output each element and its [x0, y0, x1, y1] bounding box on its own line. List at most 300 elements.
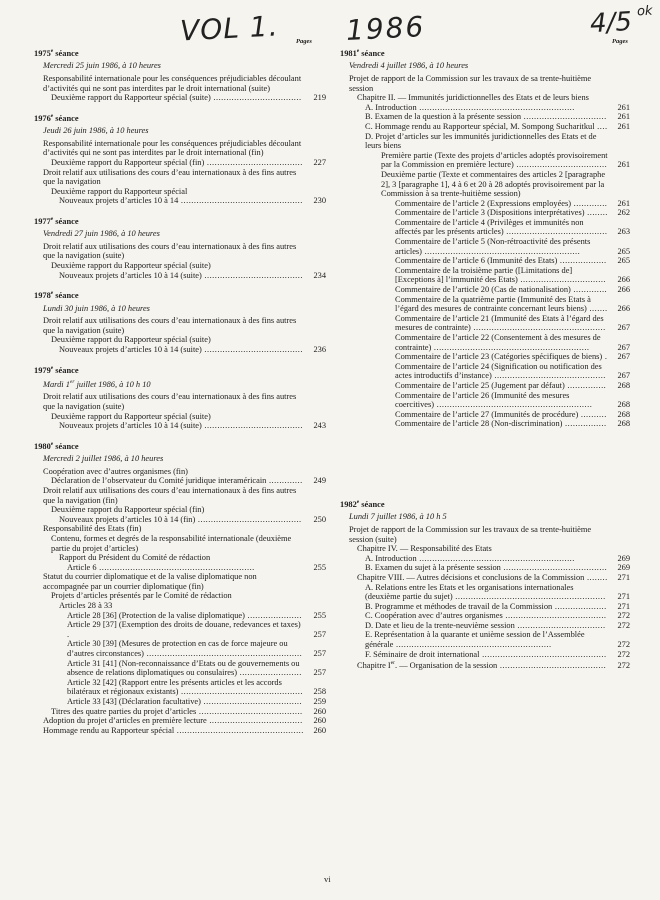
toc-entry-text [365, 630, 608, 649]
toc-entry-text [51, 534, 304, 553]
toc-entry [340, 554, 630, 564]
toc-page-number: 261 [617, 198, 630, 208]
toc-entry-text [365, 112, 608, 122]
toc-entry-label: Deuxième partie (Texte et commentaires des articles 2 [paragraphe 2], 3 [paragraphe 1], 4 à 6 et 20 à 28 adoptés provisoirement par la Commission à sa trente-huitième session) [381, 169, 606, 199]
leader-dots: ............. [266, 476, 303, 486]
session-date-text: Vendredi 4 juillet 1986, à 10 heures [349, 61, 469, 71]
toc-entry-text [43, 242, 304, 261]
toc-entry [340, 151, 630, 170]
toc-entry-text [51, 476, 304, 486]
session-title [34, 364, 326, 375]
toc-entry-text [395, 285, 608, 295]
toc-entry [34, 412, 326, 422]
session-number-suffix: e [50, 215, 54, 222]
toc-entry [340, 630, 630, 649]
toc-entry [340, 122, 630, 132]
toc-page-number: 269 [617, 563, 630, 573]
toc-entry-label-sup: er [390, 660, 396, 667]
toc-entry-label: E. Représentation à la quarante et unième session de l’Assemblée générale [365, 630, 585, 650]
toc-entry-text [381, 151, 608, 170]
toc-entry [34, 196, 326, 206]
toc-page-number: 259 [313, 697, 326, 707]
leader-dots: ........................................... [491, 371, 606, 381]
session-block [34, 47, 326, 103]
toc-page-number: 250 [313, 514, 326, 524]
toc-entry [340, 256, 630, 266]
toc-entry [34, 421, 326, 431]
toc-entry-text [43, 392, 304, 411]
toc-page-number: 260 [313, 716, 326, 726]
session-number-suffix: e [356, 48, 360, 54]
toc-page-number: 266 [617, 285, 630, 295]
toc-entry [340, 650, 630, 660]
toc-entry [340, 381, 630, 391]
toc-entry [34, 316, 326, 335]
toc-entry [340, 621, 630, 631]
toc-entry-label: B. Programme et méthodes de travail de la Commission [365, 601, 553, 611]
session-number-suffix: e [50, 48, 54, 54]
leader-dots: .................................. [514, 620, 606, 630]
toc-entry-label: Commentaire de la quatrième partie (Immunité des Etats à l’égard des mesures de contrainte concernant leurs biens) [395, 294, 591, 314]
leader-dots: ............................................................ [393, 640, 552, 650]
session-label: séance [53, 113, 79, 123]
toc-entry [34, 242, 326, 261]
pages-header-right: Pages [612, 38, 628, 45]
toc-page-number: 272 [617, 620, 630, 630]
toc-entry-label: Déclaration de l’observateur du Comité juridique interaméricain [51, 476, 267, 486]
toc-entry [34, 486, 326, 505]
toc-entry [34, 572, 326, 591]
toc-entry [34, 563, 326, 573]
toc-entry [34, 601, 326, 611]
toc-entry-label: Commentaire de l’article 20 (Cas de nationalisation) [395, 285, 571, 295]
leader-dots: ........................................ [195, 514, 302, 524]
toc-entry-text [349, 74, 608, 93]
toc-entry [340, 391, 630, 410]
toc-page-number: 272 [617, 649, 630, 659]
toc-entry [34, 515, 326, 525]
toc-entry-label: C. Hommage rendu au Rapporteur spécial, M. Sompong Sucharitkul [365, 121, 595, 131]
toc-entry-text [43, 524, 304, 534]
toc-page-number: 261 [617, 112, 630, 122]
toc-entry-text [365, 650, 608, 660]
toc-entry-text [395, 266, 608, 285]
toc-page-number: 265 [617, 246, 630, 256]
toc-entry-label: Commentaire de l’article 27 (Immunités de procédure) [395, 409, 579, 419]
toc-entry-label: Articles 28 à 33 [59, 601, 113, 611]
toc-entry-label: B. Examen du sujet à la présente session [365, 563, 501, 573]
leader-dots: ................................................. [174, 725, 304, 735]
toc-page-number: 268 [617, 419, 630, 429]
leader-dots: ............................................... [178, 687, 303, 697]
session-number: 1975 [34, 48, 51, 58]
toc-entry-text [395, 381, 608, 391]
leader-dots: ........................ [237, 668, 302, 678]
session-title [340, 498, 630, 509]
handwritten-fraction-note: 4/5 [589, 6, 633, 40]
toc-entry-label: Chapitre II. — Immunités juridictionnelles des Etats et de leurs biens [357, 93, 589, 103]
leader-dots: ............................................................ [421, 246, 581, 256]
toc-entry [34, 271, 326, 281]
toc-entry-text [51, 93, 304, 103]
toc-entry-label: Deuxième rapport du Rapporteur spécial (fin) [51, 505, 205, 515]
toc-entry [34, 678, 326, 697]
toc-entry-text [395, 333, 608, 352]
toc-entry-label: Nouveaux projets d’articles 10 à 14 (suite) [59, 345, 202, 355]
session-title [34, 112, 326, 123]
session-title [34, 289, 326, 300]
toc-entry-label: Article 28 [36] (Protection de la valise diplomatique) [67, 610, 245, 620]
toc-entry-label: Commentaire de l’article 3 (Dispositions interprétatives) [395, 208, 585, 218]
toc-entry-label: B. Examen de la question à la présente session [365, 112, 522, 122]
toc-entry-text [59, 345, 304, 355]
toc-entry [34, 611, 326, 621]
toc-entry-label: Statut du courrier diplomatique et de la valise diplomatique non accompagnée par un courrier diplomatique (fin) [43, 572, 257, 591]
toc-entry-text [43, 168, 304, 187]
toc-entry-text [349, 525, 608, 544]
session-block [34, 215, 326, 280]
session-number-suffix: e [50, 290, 54, 297]
session-date [43, 229, 326, 239]
leader-dots: .......... [578, 409, 607, 419]
toc-entry-label: A. Introduction [365, 102, 417, 112]
toc-entry-label: Commentaire de l’article 28 (Non-discrimination) [395, 419, 563, 429]
toc-entry-text [365, 132, 608, 151]
toc-entry-label: Projet de rapport de la Commission sur les travaux de sa trente-huitième session [349, 73, 592, 93]
toc-entry [34, 726, 326, 736]
toc-entry [340, 218, 630, 237]
toc-page-number: 227 [313, 157, 326, 167]
leader-dots: ...................................... [201, 421, 303, 431]
toc-entry [340, 583, 630, 602]
pages-header-left: Pages [296, 38, 312, 45]
session-date [349, 512, 630, 522]
toc-entry-label: Projet de rapport de la Commission sur les travaux de sa trente-huitième session (suite) [349, 524, 592, 544]
toc-page-number: 236 [313, 345, 326, 355]
toc-entry [34, 505, 326, 515]
session-date-text: Lundi 30 juin 1986, à 10 heures [43, 303, 150, 313]
session-label: séance [53, 48, 79, 58]
session-date [43, 378, 326, 389]
toc-page-number: 262 [617, 208, 630, 218]
toc-entry [34, 476, 326, 486]
toc-page-number: 257 [313, 668, 326, 678]
toc-entry [340, 602, 630, 612]
toc-entry-label: Droit relatif aux utilisations des cours d’eau internationaux à des fins autres que la navigation (suite) [43, 392, 297, 411]
session-date [43, 126, 326, 136]
toc-entry [34, 158, 326, 168]
session-number: 1980 [34, 441, 51, 451]
leader-dots: ............................................................ [96, 562, 255, 572]
toc-entry [340, 266, 630, 285]
toc-entry-label: D. Projet d’articles sur les immunités juridictionnelles des Etats et de leurs biens [365, 131, 597, 151]
toc-entry-text [43, 467, 304, 477]
toc-page-number: 271 [617, 601, 630, 611]
toc-entry-text [365, 103, 608, 113]
session-date [43, 61, 326, 71]
handwritten-check-note: ok [636, 3, 653, 20]
toc-entry-text [365, 583, 608, 602]
session-number: 1979 [34, 365, 51, 375]
toc-entry-label: Droit relatif aux utilisations des cours d’eau internationaux à des fins autres que la navigation [43, 167, 297, 187]
toc-entry-label-rest: . — Organisation de la session [395, 661, 498, 671]
toc-page-number: 266 [617, 275, 630, 285]
session-title [34, 215, 326, 226]
session-block [34, 112, 326, 206]
leader-dots: ..................... [244, 610, 302, 620]
toc-page-number: 263 [617, 227, 630, 237]
leader-dots: .......................................................... [452, 592, 606, 602]
toc-entry [34, 392, 326, 411]
toc-entry [340, 170, 630, 199]
toc-entry [34, 139, 326, 158]
session-date-prefix: Mardi 1 [43, 379, 70, 389]
toc-entry-label: Première partie (Texte des projets d’articles adoptés provisoirement par la Commission en première lecture) [381, 150, 608, 170]
toc-page-number: 255 [313, 562, 326, 572]
toc-entry-label: Article 31 [41] (Non-reconnaissance d’Etats ou de gouvernements ou absence de relations diplomatiques ou consulaires) [67, 658, 300, 678]
toc-entry [34, 707, 326, 717]
toc-entry [340, 74, 630, 93]
toc-entry-text [357, 544, 608, 554]
toc-entry-text [51, 505, 304, 515]
toc-entry-label: D. Date et lieu de la trente-neuvième session [365, 620, 515, 630]
toc-entry-label: A. Introduction [365, 553, 417, 563]
toc-entry [340, 544, 630, 554]
toc-entry-label: Chapitre I [357, 661, 391, 671]
toc-entry [340, 333, 630, 352]
toc-entry-text [51, 412, 304, 422]
toc-entry-label: Commentaire de l’article 26 (Immunité des mesures coercitives) [395, 390, 570, 410]
session-number: 1982 [340, 499, 357, 509]
toc-page-number: 257 [313, 649, 326, 659]
leader-dots: ................ [562, 419, 607, 429]
toc-entry-label: Droit relatif aux utilisations des cours d’eau internationaux à des fins autres que la navigation (suite) [43, 316, 297, 335]
toc-entry-label: Adoption du projet d’articles en première lecture [43, 716, 207, 726]
toc-entry [340, 112, 630, 122]
leader-dots: ................................................ [479, 649, 607, 659]
toc-page-number: 261 [617, 121, 630, 131]
toc-entry [340, 132, 630, 151]
session-date-text: Mercredi 2 juillet 1986, à 10 heures [43, 454, 164, 464]
toc-entry [34, 345, 326, 355]
session-date-text: Vendredi 27 juin 1986, à 10 heures [43, 229, 160, 239]
toc-entry-text [365, 122, 608, 132]
toc-entry-label: Deuxième rapport du Rapporteur spécial (suite) [51, 261, 211, 271]
toc-page-number: 267 [617, 352, 630, 362]
toc-page-number: 267 [617, 342, 630, 352]
toc-entry [340, 285, 630, 295]
leader-dots: ....................................... [503, 227, 608, 237]
leader-dots: .................................. [210, 93, 302, 103]
toc-page-number: 249 [313, 476, 326, 486]
toc-entry [34, 716, 326, 726]
toc-page-number: 267 [617, 323, 630, 333]
toc-page-number: 265 [617, 256, 630, 266]
leader-dots: ............. [571, 198, 608, 208]
toc-entry-text [365, 602, 608, 612]
toc-entry-label: Hommage rendu au Rapporteur spécial [43, 725, 175, 735]
leader-dots: ..................................... [204, 157, 303, 167]
leader-dots: .................................... [206, 716, 303, 726]
toc-entry-text [67, 563, 304, 573]
session-title [34, 440, 326, 451]
toc-entry [340, 103, 630, 113]
leader-dots: ...................................... [200, 697, 303, 707]
leader-dots: ....................................... [502, 611, 607, 621]
leader-dots: ........ [584, 208, 608, 218]
toc-entry-label: Responsabilité internationale pour les conséquences préjudiciables découlant d’activités qui ne sont pas interdites par le droit international (suite) [43, 73, 302, 93]
toc-entry-label: Droit relatif aux utilisations des cours d’eau internationaux à des fins autres que la navigation (suite) [43, 241, 297, 261]
leader-dots: ...................................... [201, 270, 303, 280]
session-label: séance [53, 216, 79, 226]
toc-entry-label: Coopération avec d’autres organismes (fin) [43, 466, 188, 476]
toc-entry-label: Nouveaux projets d’articles 10 à 14 (suite) [59, 270, 202, 280]
toc-entry-text [43, 716, 304, 726]
toc-entry-text [59, 553, 304, 563]
toc-entry [34, 591, 326, 601]
leader-dots: ................................... [513, 160, 608, 170]
session-date [43, 454, 326, 464]
toc-entry-text [357, 659, 608, 670]
session-date-text: Lundi 7 juillet 1986, à 10 h 5 [349, 512, 447, 522]
toc-entry-label: Rapport du Président du Comité de rédaction [59, 553, 211, 563]
toc-entry-label: Commentaire de l’article 6 (Immunité des Etats) [395, 256, 558, 266]
toc-entry [34, 639, 326, 658]
toc-entry-text [395, 419, 608, 429]
toc-entry-text [51, 707, 304, 717]
toc-entry [340, 314, 630, 333]
toc-entry-label: Article 30 [39] (Mesures de protection en cas de force majeure ou d’autres circonstances) [67, 639, 288, 659]
toc-entry-text [67, 611, 304, 621]
leader-dots: ................................. [517, 275, 606, 285]
toc-entry [34, 467, 326, 477]
toc-page-number: 255 [313, 610, 326, 620]
toc-page-number: 272 [617, 640, 630, 650]
toc-entry-text [43, 316, 304, 335]
toc-entry-label: Article 32 [42] (Rapport entre les présents articles et les accords bilatéraux et régionaux existants) [67, 677, 282, 697]
session-date-text: juillet 1986, à 10 h 10 [74, 379, 151, 389]
session-date-text: Jeudi 26 juin 1986, à 10 heures [43, 126, 149, 136]
toc-entry-label: Commentaire de l’article 22 (Consentement à des mesures de contrainte) [395, 333, 601, 352]
toc-page-number: 261 [617, 102, 630, 112]
session-number-suffix: e [50, 440, 54, 447]
toc-entry-text [43, 74, 304, 93]
toc-entry-label: Commentaire de l’article 25 (Jugement par défaut) [395, 380, 565, 390]
toc-entry-text [395, 237, 608, 256]
toc-entry-text [59, 271, 304, 281]
toc-entry-label: Commentaire de l’article 23 (Catégories spécifiques de biens) [395, 352, 603, 362]
toc-entry-text [395, 314, 608, 333]
session-label: séance [359, 499, 385, 509]
toc-page-number: 260 [313, 706, 326, 716]
toc-entry [34, 93, 326, 103]
session-label: séance [53, 291, 79, 301]
leader-dots: ............................................... [178, 196, 303, 206]
toc-entry-text [67, 697, 304, 707]
toc-entry-label: Deuxième rapport du Rapporteur spécial (suite) [51, 411, 211, 421]
toc-entry-label: Titres des quatre parties du projet d’articles [51, 706, 197, 716]
toc-page-number: 272 [617, 611, 630, 621]
session-number: 1976 [34, 113, 51, 123]
session-number: 1978 [34, 291, 51, 301]
toc-entry-text [51, 158, 304, 168]
toc-entry-label: Projets d’articles présentés par le Comité de rédaction [51, 591, 232, 601]
leader-dots: ................................ [521, 112, 607, 122]
toc-entry-label: Droit relatif aux utilisations des cours d’eau internationaux à des fins autres que la navigation (fin) [43, 485, 297, 505]
toc-entry-text [67, 659, 304, 678]
leader-dots: ............................................................ [416, 553, 575, 563]
toc-entry-label: Deuxième rapport du Rapporteur spécial [51, 186, 188, 196]
toc-entry-text [43, 139, 304, 158]
toc-entry [340, 573, 630, 583]
toc-entry [340, 563, 630, 573]
toc-entry-label: Commentaire de l’article 2 (Expressions employées) [395, 198, 572, 208]
toc-entry [340, 199, 630, 209]
leader-dots: . [602, 352, 608, 362]
toc-entry [340, 208, 630, 218]
session-block [340, 47, 630, 429]
leader-dots: ........ [584, 572, 608, 582]
toc-page-number: 268 [617, 409, 630, 419]
toc-entry-label: F. Séminaire de droit international [365, 649, 480, 659]
toc-entry-label: Article 29 [37] (Exemption des droits de douane, redevances et taxes) [67, 620, 301, 630]
toc-entry-label: A. Relations entre les Etats et les organisations internationales (deuxième partie du sujet) [365, 582, 574, 602]
toc-entry [340, 352, 630, 362]
toc-entry-label: Nouveaux projets d’articles 10 à 14 (fin) [59, 514, 196, 524]
toc-entry-label: Commentaire de l’article 5 (Non-rétroactivité des présents articles) [395, 237, 591, 256]
session-label: séance [53, 441, 79, 451]
toc-page-number: 266 [617, 304, 630, 314]
session-number: 1981 [340, 48, 357, 58]
leader-dots: ....... [586, 304, 608, 314]
toc-entry-label: Nouveaux projets d’articles 10 à 14 [59, 196, 179, 206]
toc-entry-label: Commentaire de l’article 21 (Immunité des Etats à l’égard des mesures de contrainte) [395, 313, 604, 333]
session-label: séance [359, 48, 385, 58]
toc-entry [34, 620, 326, 639]
toc-entry-text [51, 187, 304, 197]
toc-entry [34, 335, 326, 345]
toc-entry-text [365, 563, 608, 573]
toc-entry [340, 362, 630, 381]
toc-entry-text [357, 93, 608, 103]
toc-entry-label: Deuxième rapport du Rapporteur spécial (suite) [51, 93, 211, 103]
toc-entry-label: Article 33 [43] (Déclaration facultative) [67, 697, 201, 707]
toc-page-number: 261 [617, 160, 630, 170]
toc-page-number: 243 [313, 421, 326, 431]
toc-entry-label: Deuxième rapport du Rapporteur spécial (suite) [51, 335, 211, 345]
toc-entry-text [43, 726, 304, 736]
toc-entry-label: C. Coopération avec d’autres organismes [365, 611, 503, 621]
toc-entry-text [43, 486, 304, 505]
toc-entry-label: Chapitre VIII. — Autres décisions et conclusions de la Commission [357, 572, 585, 582]
toc-entry-text [51, 335, 304, 345]
page-number: vi [324, 874, 331, 884]
toc-page-number: 234 [313, 270, 326, 280]
toc-page-number: 219 [313, 93, 326, 103]
leader-dots: ............................................................ [143, 649, 303, 659]
toc-entry-text [365, 611, 608, 621]
toc-entry [340, 410, 630, 420]
toc-entry-label: Nouveaux projets d’articles 10 à 14 (suite) [59, 421, 202, 431]
toc-entry-text [51, 261, 304, 271]
toc-entry-text [395, 199, 608, 209]
toc-entry-text [59, 515, 304, 525]
toc-entry [34, 168, 326, 187]
leader-dots: ........................................ [500, 563, 608, 573]
session-block [34, 364, 326, 431]
toc-entry-label: Responsabilité des Etats (fin) [43, 524, 142, 534]
toc-entry-text [395, 295, 608, 314]
